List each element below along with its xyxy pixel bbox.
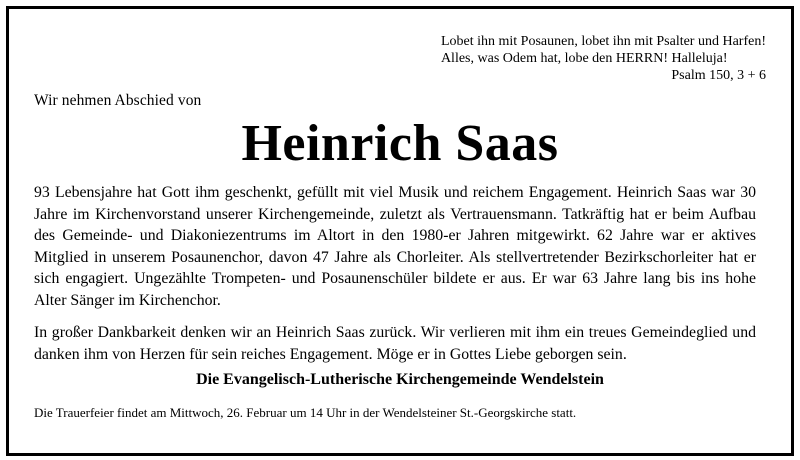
intro-text: Wir nehmen Abschied von — [34, 92, 202, 109]
obituary-body — [34, 182, 756, 365]
paragraph-biography: 93 Lebensjahre hat Gott ihm geschenkt, gefüllt mit viel Musik und reichem Engagement. Heinrich Saas war 30 Jahre im Kirchenvorstand unserer Kirchengemeinde, zuletzt als Vertrauensmann. Tatkräftig hat er beim Aufbau des Gemeinde- und Diakoniezentrums im Altort in den 1980-er Jahren mitgewirkt. 62 Jahre war er aktives Mitglied in unserem Posaunenchor, davon 47 Jahre als Chorleiter. Als stellvertretender Bezirkschorleiter hat er sich engagiert. Ungezählte Trompeten- und Posaunenschüler bildete er aus. Er war 63 Jahre lang bis ins hohe Alter Sänger im Kirchenchor. — [34, 184, 756, 309]
signature: Die Evangelisch-Lutherische Kirchengemeinde Wendelstein — [196, 371, 604, 388]
deceased-name: Heinrich Saas — [241, 115, 559, 172]
psalm-quote — [441, 33, 766, 84]
paragraph-gratitude: In großer Dankbarkeit denken wir an Heinrich Saas zurück. Wir verlieren mit ihm ein treues Gemeindeglied und danken ihm von Herzen für sein reiches Engagement. Möge er in Gottes Liebe geborgen sein. — [34, 324, 756, 363]
psalm-line-1: Lobet ihn mit Posaunen, lobet ihn mit Psalter und Harfen! — [440, 34, 766, 49]
psalm-reference: Psalm 150, 3 + 6 — [671, 68, 766, 83]
psalm-line-2: Alles, was Odem hat, lobe den HERRN! Halleluja! — [440, 51, 728, 66]
funeral-note: Die Trauerfeier findet am Mittwoch, 26. Februar um 14 Uhr in der Wendelsteiner St.-Georgskirche statt. — [34, 405, 577, 420]
